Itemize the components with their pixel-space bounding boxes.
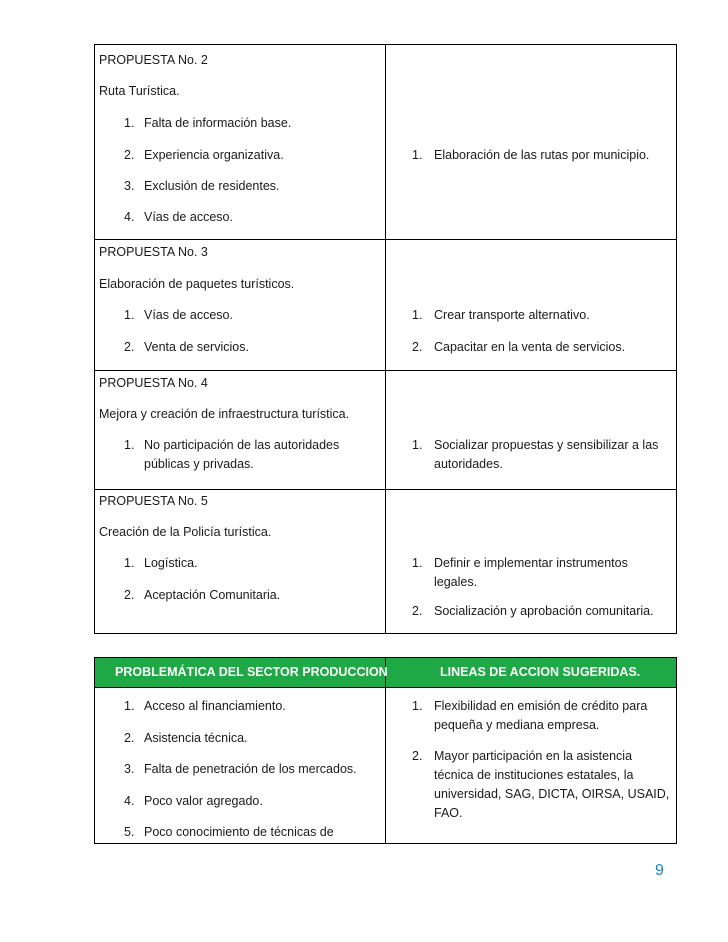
action-item-continuation: universidad, SAG, DICTA, OIRSA, USAID, — [434, 787, 670, 801]
proposal-row — [95, 371, 677, 490]
action-item: Definir e implementar instrumentos — [434, 556, 628, 570]
action-item: Crear transporte alternativo. — [434, 308, 590, 322]
list-number: 3. — [124, 179, 135, 193]
list-number: 1. — [412, 308, 423, 322]
proposal-row — [95, 490, 677, 634]
proposals-table — [94, 44, 677, 634]
problem-item: Experiencia organizativa. — [144, 148, 284, 162]
proposal-row — [95, 45, 677, 240]
list-number: 5. — [124, 825, 135, 839]
list-number: 2. — [412, 340, 423, 354]
action-item: Mayor participación en la asistencia — [434, 749, 633, 763]
list-number: 1. — [124, 699, 135, 713]
proposal-title: PROPUESTA No. 4 — [99, 376, 208, 390]
list-number: 1. — [412, 556, 423, 570]
action-item: Capacitar en la venta de servicios. — [434, 340, 626, 354]
action-item: Socialización y aprobación comunitaria. — [434, 604, 654, 618]
problem-item: Asistencia técnica. — [144, 731, 248, 745]
list-number: 2. — [412, 604, 423, 618]
list-number: 1. — [124, 116, 135, 130]
list-number: 1. — [412, 699, 423, 713]
list-number: 1. — [124, 438, 135, 452]
proposal-subtitle: Elaboración de paquetes turísticos. — [99, 277, 295, 291]
problem-item: Falta de penetración de los mercados. — [144, 762, 357, 776]
problem-item: Falta de información base. — [144, 116, 292, 130]
list-number: 1. — [412, 148, 423, 162]
proposal-title: PROPUESTA No. 2 — [99, 53, 208, 67]
action-item-continuation: técnica de instituciones estatales, la — [434, 768, 634, 782]
sector-table — [94, 657, 677, 844]
problem-item: Exclusión de residentes. — [144, 179, 280, 193]
problem-item: Poco conocimiento de técnicas de — [144, 825, 334, 839]
problem-item: Poco valor agregado. — [144, 794, 263, 808]
list-number: 1. — [412, 438, 423, 452]
problem-item: Aceptación Comunitaria. — [144, 588, 281, 602]
proposal-row — [95, 240, 677, 371]
problem-item-continuation: públicas y privadas. — [144, 457, 254, 471]
problem-item: Acceso al financiamiento. — [144, 699, 286, 713]
problem-item: No participación de las autoridades — [144, 438, 340, 452]
proposal-subtitle: Mejora y creación de infraestructura turística. — [99, 407, 350, 421]
problem-item: Vías de acceso. — [144, 210, 233, 224]
list-number: 2. — [124, 731, 135, 745]
list-number: 2. — [124, 340, 135, 354]
action-item: Flexibilidad en emisión de crédito para — [434, 699, 648, 713]
list-number: 2. — [412, 749, 423, 763]
action-item-continuation: autoridades. — [434, 457, 503, 471]
proposal-subtitle: Ruta Turística. — [99, 84, 180, 98]
list-number: 4. — [124, 210, 135, 224]
list-number: 1. — [124, 308, 135, 322]
action-item-continuation: legales. — [434, 575, 478, 589]
list-number: 2. — [124, 588, 135, 602]
sector-table-header — [95, 658, 677, 688]
list-number: 2. — [124, 148, 135, 162]
header-problematica: PROBLEMÁTICA DEL SECTOR PRODUCCION — [115, 665, 388, 679]
page-number: 9 — [655, 862, 664, 879]
sector-table-body — [95, 688, 677, 844]
problem-item: Logística. — [144, 556, 198, 570]
action-item: Elaboración de las rutas por municipio. — [434, 148, 650, 162]
list-number: 3. — [124, 762, 135, 776]
proposal-title: PROPUESTA No. 3 — [99, 245, 208, 259]
header-lineas-accion: LINEAS DE ACCION SUGERIDAS. — [440, 665, 641, 679]
list-number: 4. — [124, 794, 135, 808]
list-number: 1. — [124, 556, 135, 570]
action-item: Socializar propuestas y sensibilizar a las — [434, 438, 659, 452]
problem-item: Vías de acceso. — [144, 308, 233, 322]
problem-item: Venta de servicios. — [144, 340, 249, 354]
proposal-title: PROPUESTA No. 5 — [99, 494, 208, 508]
action-item-continuation: FAO. — [434, 806, 463, 820]
proposal-subtitle: Creación de la Policía turística. — [99, 525, 272, 539]
action-item-continuation: pequeña y mediana empresa. — [434, 718, 600, 732]
